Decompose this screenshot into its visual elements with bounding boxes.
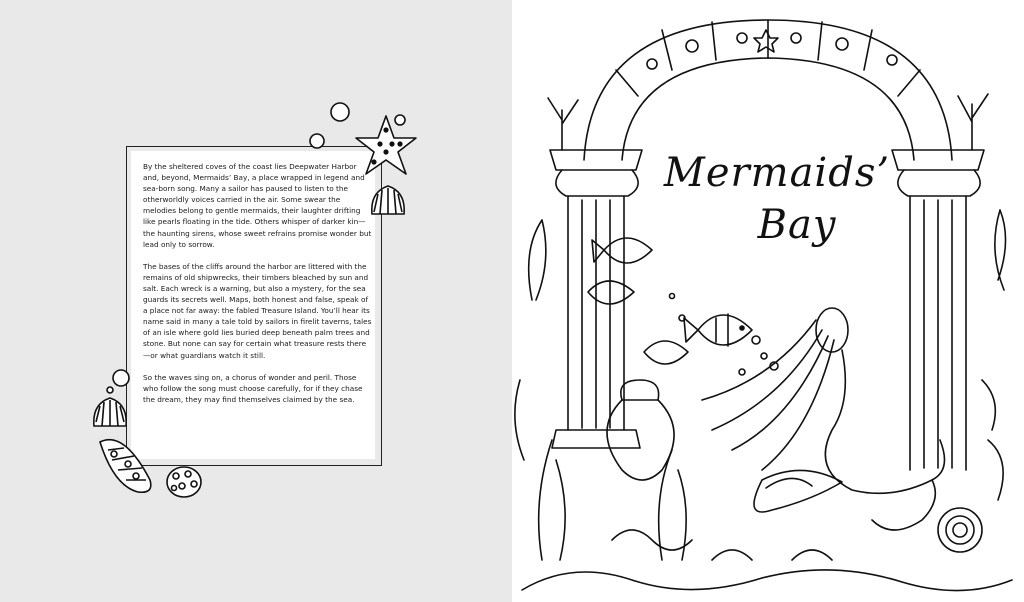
title-line-1: Mermaids’: [663, 150, 891, 196]
title-line-2: Bay: [757, 202, 837, 248]
pearl-icon: [113, 370, 129, 386]
coloring-illustration: [512, 0, 1024, 602]
seaweed-icon: [539, 440, 687, 560]
fish-icon: [588, 238, 752, 364]
snail-shell-icon: [938, 508, 982, 552]
paragraph-1: By the sheltered coves of the coast lies Deepwater Harbor and, beyond, Mermaids’ Bay, a place wrapped in legend and sea-born song. Many a sailor has paused to listen to the otherworldly voices carried in the air. Some swear the melodies belong to gentle mermaids, their laughter drifting like pearls floating in the tide. Others whisper of darker kin—the haunting sirens, whose sweet refrains promise wonder but lead only to sorrow.: [143, 162, 372, 249]
top-shells-decoration: [300, 96, 430, 226]
page-title: [662, 150, 892, 248]
paragraph-2: The bases of the cliffs around the harbor are littered with the remains of old shipwrecks, their timbers bleached by sun and salt. Each wreck is a warning, but also a mystery, for the sea guards its secrets well. Maps, both honest and false, speak of a place not far away: the fabled Treasure Island. You’ll hear its name said in many a tale told by sailors in firelit taverns, tales of an isle where gold lies buried deep beneath palm trees and stone. But none can say for certain what treasure rests there—or what guardians watch it still.: [143, 261, 372, 360]
bottom-shells-decoration: [84, 360, 214, 510]
column-icon: [892, 150, 984, 470]
starfish-icon: [356, 116, 416, 174]
paragraph-3: So the waves sing on, a chorus of wonder and peril. Those who follow the song must choose carefully, for if they chase the dream, they may find themselves claimed by the sea.: [143, 372, 363, 404]
pearl-icon: [331, 103, 349, 121]
right-page: [512, 0, 1024, 602]
amphora-icon: [607, 400, 674, 480]
coral-icon: [548, 94, 988, 150]
